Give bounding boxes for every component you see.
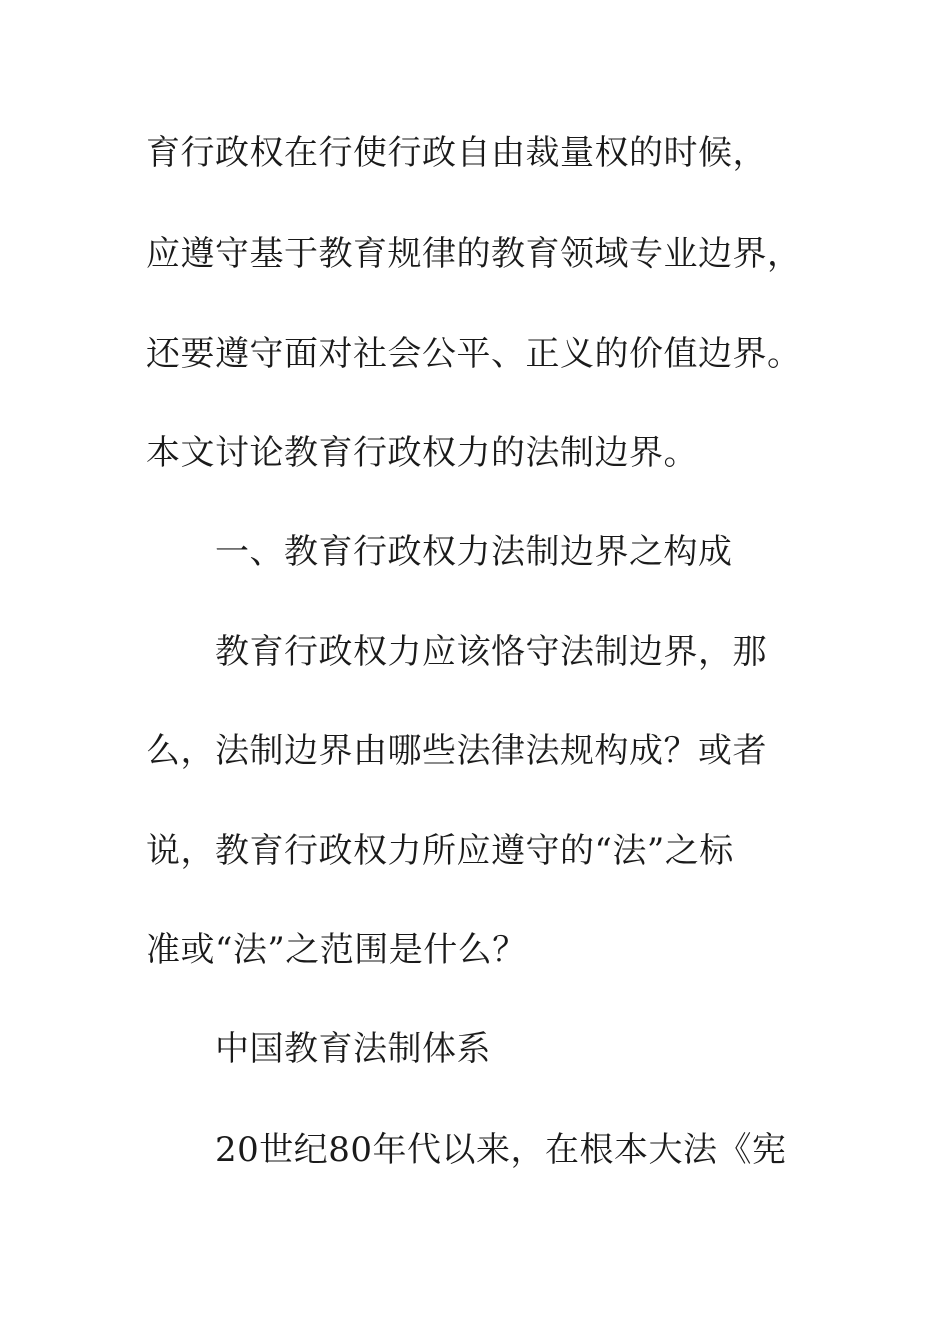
paragraph-line: 20世纪80年代以来，在根本大法《宪 (215, 1130, 787, 1170)
paragraph-line: 教育行政权力应该恪守法制边界，那 (215, 632, 767, 672)
paragraph-line: 还要遵守面对社会公平、正义的价值边界。 (146, 334, 802, 374)
paragraph-line: 应遵守基于教育规律的教育领域专业边界， (146, 234, 802, 274)
subsection-heading: 中国教育法制体系 (215, 1029, 491, 1069)
section-heading: 一、教育行政权力法制边界之构成 (215, 532, 733, 572)
paragraph-line: 么，法制边界由哪些法律法规构成？或者 (146, 731, 767, 771)
paragraph-line: 育行政权在行使行政自由裁量权的时候， (146, 133, 767, 173)
paragraph-line: 说，教育行政权力所应遵守的“法”之标 (146, 831, 734, 871)
paragraph-line: 本文讨论教育行政权力的法制边界。 (146, 433, 698, 473)
paragraph-line: 准或“法”之范围是什么？ (146, 930, 527, 970)
